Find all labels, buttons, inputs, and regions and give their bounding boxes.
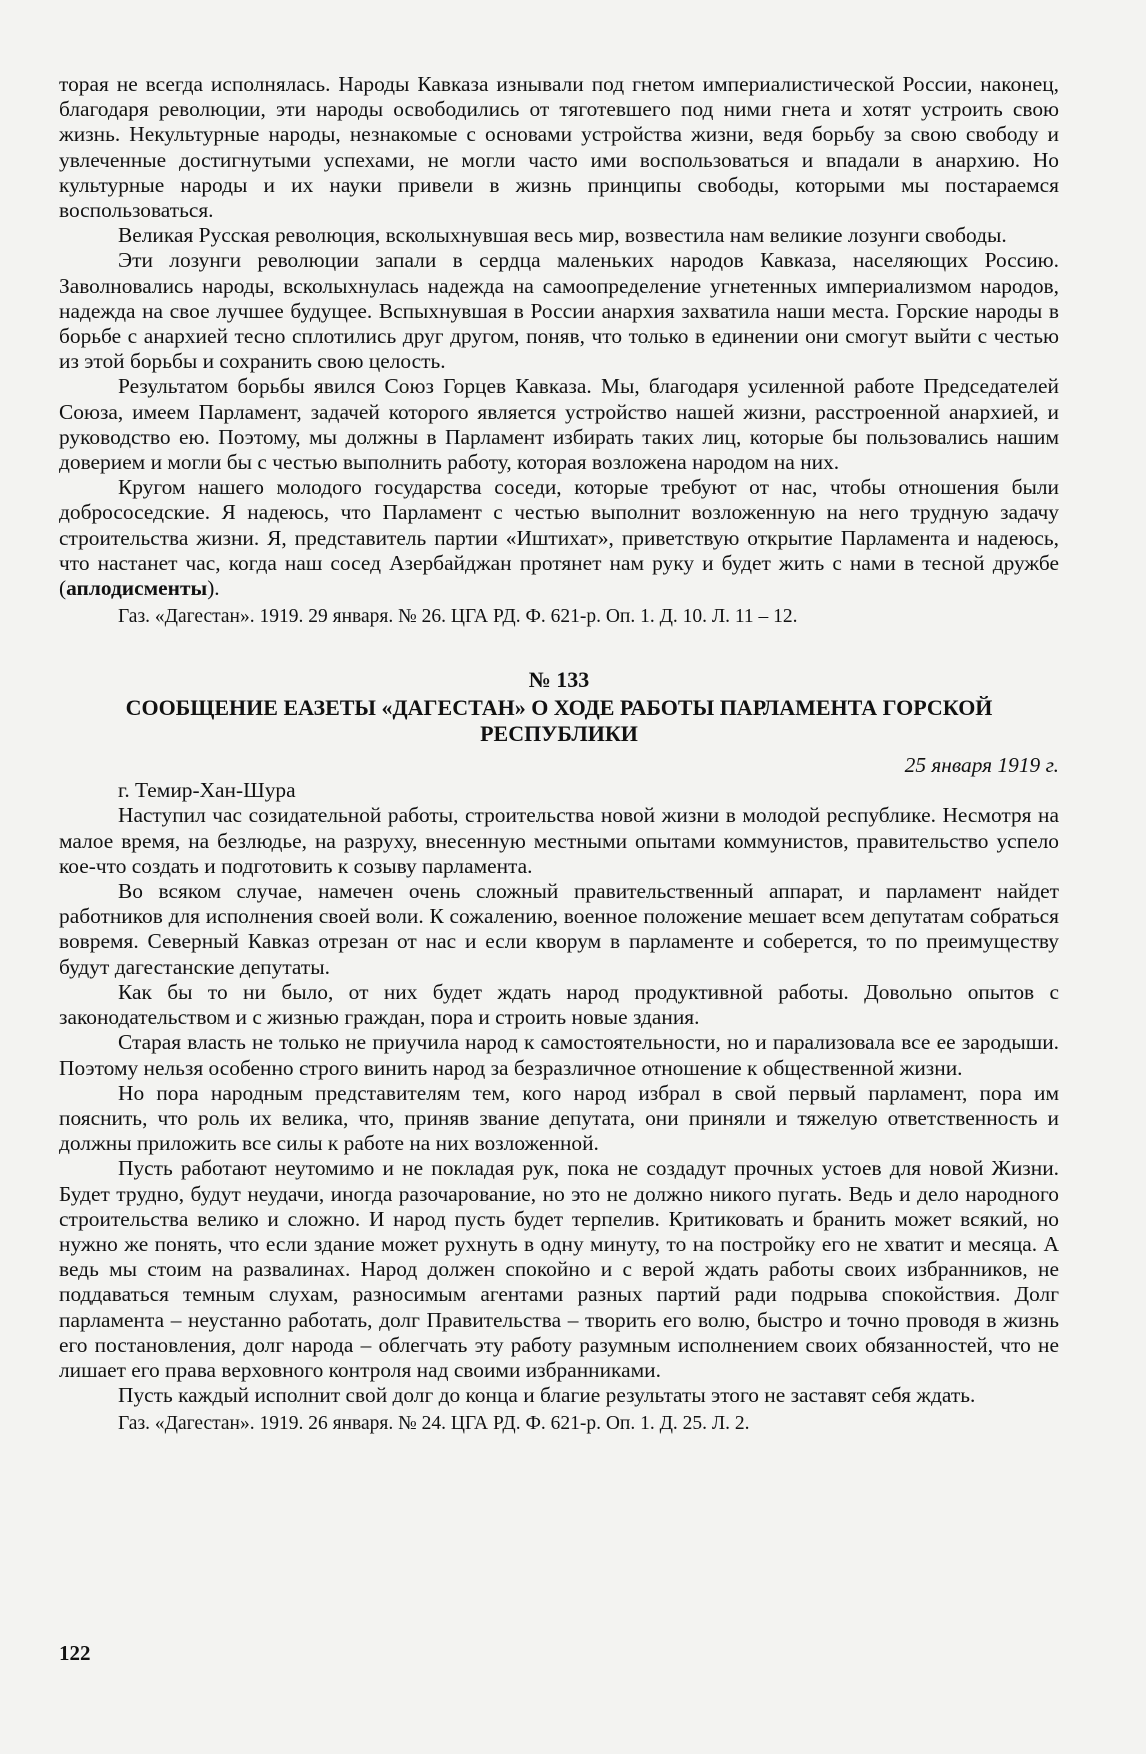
source-citation: Газ. «Дагестан». 1919. 29 января. № 26. ЦГА РД. Ф. 621-р. Оп. 1. Д. 10. Л. 11 – 12. <box>118 606 798 628</box>
paragraph: Как бы то ни было, от них будет ждать народ продуктивной работы. Довольно опытов с законодательством и с жизнью граждан, пора и строить новые здания. <box>59 979 1059 1030</box>
source-citation: Газ. «Дагестан». 1919. 26 января. № 24. ЦГА РД. Ф. 621-р. Оп. 1. Д. 25. Л. 2. <box>118 1413 750 1435</box>
applause-remark: аплодисменты <box>66 576 208 601</box>
document-133 <box>59 667 1059 1436</box>
paragraph: Пусть работают неутомимо и не покладая рук, пока не создадут прочных устоев для новой Жизни. Будет трудно, будут неудачи, иногда разочарование, но это не должно никого пугать. Ведь и дело народного строительства велико и сложно. И народ пусть будет терпелив. Критиковать и бранить может всякий, но нужно же понять, что если здание может рухнуть в одну минуту, то на постройку его не хватит и месяца. А ведь мы стоим на развалинах. Народ должен спокойно и с верой ждать работы своих избранников, не поддаваться темным слухам, разносимым агентами разных партий ради подрыва спокойствия. Долг парламента – неустанно работать, долг Правительства – творить его волю, быстро и точно проводя в жизнь его постановления, долг народа – облегчать эту работу разумным исполнением своих обязанностей, что не лишает его права верховного контроля над своими избранниками. <box>59 1156 1059 1382</box>
page-number: 122 <box>59 1641 91 1665</box>
document-number: № 133 <box>528 667 590 693</box>
paragraph-end: ). <box>207 576 220 601</box>
document-place: г. Темир-Хан-Шура <box>118 778 296 803</box>
paragraph: Старая власть не только не приучила народ к самостоятельности, но и парализовала все ее зародыши. Поэтому нельзя особенно строго винить народ за безразличное отношение к общественной жизни. <box>59 1030 1059 1080</box>
paragraph: Но пора народным представителям тем, кого народ избрал в свой первый парламент, пора им пояснить, что роль их велика, что, приняв звание депутата, они приняли и тяжелую ответственность и должны приложить все силы к работе на них возложенной. <box>59 1080 1059 1156</box>
paragraph: Эти лозунги революции запали в сердца маленьких народов Кавказа, населяющих Россию. Заволновались народы, всколыхнулась надежда на самоопределение угнетенных империализмом народов, надежда на свое лучшее будущее. Вспыхнувшая в России анархия захватила наши места. Горские народы в борьбе с анархией тесно сплотились друг другом, поняв, что только в единении они смогут выйти с честью из этой борьбы и сохранить свою целость. <box>59 248 1059 374</box>
paragraph <box>59 475 1059 601</box>
paragraph: Наступил час созидательной работы, строительства новой жизни в молодой республике. Несмотря на малое время, на безлюдье, на разруху, внесенную местными опытами коммунистов, правительство успело кое-что создать и подготовить к созыву парламента. <box>59 803 1059 878</box>
paragraph: Во всяком случае, намечен очень сложный правительственный аппарат, и парламент найдет работников для исполнения своей воли. К сожалению, военное положение мешает всем депутатам собраться вовремя. Северный Кавказ отрезан от нас и если кворум в парламенте и соберется, то по преимуществу будут дагестанские депутаты. <box>59 879 1059 979</box>
paragraph: Великая Русская революция, всколыхнувшая весь мир, возвестила нам великие лозунги свободы. <box>118 223 1007 248</box>
paragraph: Пусть каждый исполнит свой долг до конца и благие результаты этого не заставят себя ждать. <box>118 1383 976 1408</box>
paragraph: торая не всегда исполнялась. Народы Кавказа изнывали под гнетом империалистической России, наконец, благодаря революции, эти народы освободились от тяготевшего под ними гнета и хотят устроить свою жизнь. Некультурные народы, незнакомые с основами устройства жизни, ведя борьбу за свою свободу и увлеченные достигнутыми успехами, не могли часто ими воспользоваться и впадали в анархию. Но культурные народы и их науки привели в жизнь принципы свободы, которыми мы постараемся воспользоваться. <box>59 72 1059 223</box>
paragraph: Результатом борьбы явился Союз Горцев Кавказа. Мы, благодаря усиленной работе Председателей Союза, имеем Парламент, задачей которого является устройство нашей жизни, расстроенной анархией, и руководство ею. Поэтому, мы должны в Парламент избирать таких лиц, которые бы пользовались нашим доверием и могли бы с честью выполнить работу, которая возложена народом на них. <box>59 374 1059 475</box>
paragraph-text: Кругом нашего молодого государства соседи, которые требуют от нас, чтобы отношения были добрососедские. Я надеюсь, что Парламент с честью выполнит возложенную на него трудную задачу строительства жизни. Я, представитель партии «Иштихат», приветствую открытие Парламента и надеюсь, что настанет час, когда наш сосед Азербайджан протянет нам руку и будет жить с нами в тесной дружбе ( <box>59 475 1059 601</box>
document-title: СООБЩЕНИЕ ЕАЗЕТЫ «ДАГЕСТАН» О ХОДЕ РАБОТЫ ПАРЛАМЕНТА ГОРСКОЙ РЕСПУБЛИКИ <box>125 695 993 747</box>
previous-document-ending <box>59 72 1059 629</box>
document-date: 25 января 1919 г. <box>904 753 1059 778</box>
